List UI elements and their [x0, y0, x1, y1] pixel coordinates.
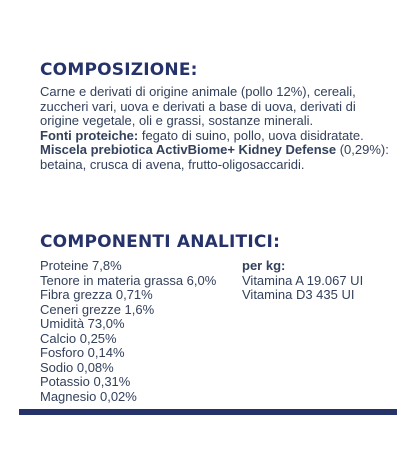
fonti-proteiche [40, 129, 390, 144]
per-kg-label: per kg: [242, 258, 286, 273]
componenti-analitici-heading: COMPONENTI ANALITICI: [40, 232, 281, 252]
composizione-text [40, 85, 390, 172]
analitici-item: Tenore in materia grassa 6,0% [40, 272, 217, 288]
miscela-prebiotica-text: (0,29%): betaina, crusca di avena, frutto-oligosaccaridi. [40, 142, 389, 172]
analitici-item: Proteine 7,8% [40, 258, 122, 273]
analitici-item: Fibra grezza 0,71% [40, 287, 153, 302]
analitici-list [40, 259, 240, 404]
analitici-item: Sodio 0,08% [40, 359, 114, 375]
analitici-item: Potassio 0,31% [40, 374, 131, 389]
analitici-item: Fosforo 0,14% [40, 345, 125, 360]
fonti-proteiche-text: fegato di suino, pollo, uova disidratate. [138, 127, 364, 143]
analitici-item: Magnesio 0,02% [40, 388, 137, 404]
per-kg-list [242, 259, 392, 303]
analitici-item: Calcio 0,25% [40, 330, 117, 346]
per-kg-item: Vitamina A 19.067 UI [242, 272, 364, 288]
miscela-prebiotica [40, 143, 390, 172]
analitici-item: Umidità 73,0% [40, 316, 125, 331]
bottom-divider [19, 409, 397, 415]
fonti-proteiche-label: Fonti proteiche: [40, 127, 139, 143]
composizione-heading: COMPOSIZIONE: [40, 60, 198, 80]
composizione-intro: Carne e derivati di origine animale (pollo 12%), cereali, zuccheri vari, uova e derivati a base di uova, derivati di origine vegetale, oli e grassi, sostanze minerali. [40, 84, 356, 128]
miscela-prebiotica-label: Miscela prebiotica ActivBiome+ Kidney Defense [40, 142, 337, 157]
analitici-item: Ceneri grezze 1,6% [40, 301, 155, 317]
per-kg-item: Vitamina D3 435 UI [242, 287, 355, 302]
